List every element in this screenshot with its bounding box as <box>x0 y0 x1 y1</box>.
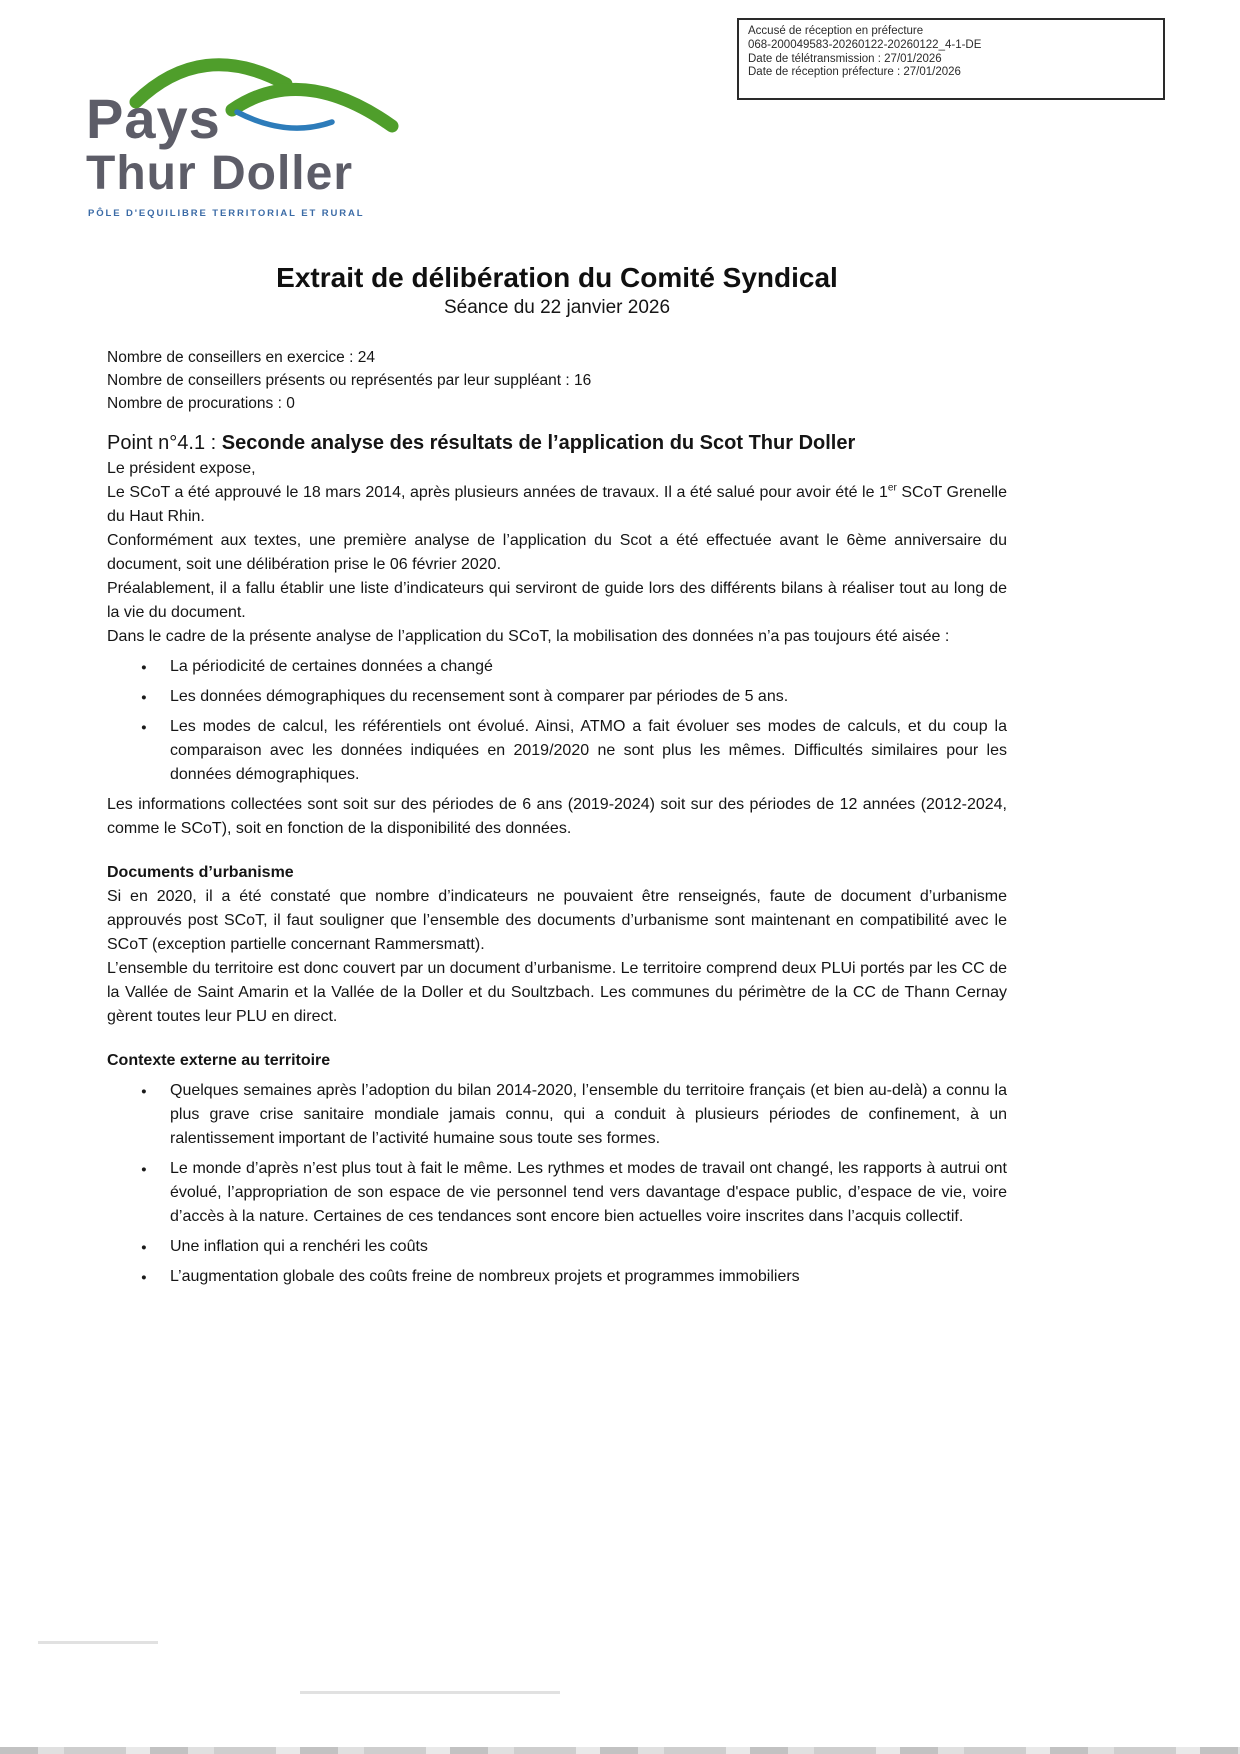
stamp-line-4: Date de réception préfecture : 27/01/2026 <box>748 66 961 79</box>
session-subtitle: Séance du 22 janvier 2026 <box>443 297 671 318</box>
list-item: ● L’augmentation globale des coûts freine de nombreux projets et programmes immobiliers <box>107 1265 1007 1289</box>
stamp-line-3: Date de télétransmission : 27/01/2026 <box>748 52 942 65</box>
scan-artifact-strip <box>0 1747 1240 1754</box>
section-heading-urbanisme: Documents d’urbanisme <box>107 864 294 881</box>
paragraph-scot-approval: Le SCoT a été approuvé le 18 mars 2014, après plusieurs années de travaux. Il a été salué pour avoir été le 1er SCoT Grenelle du Haut Rhin. <box>107 482 1007 525</box>
paragraph-conformement: Conformément aux textes, une première analyse de l’application du Scot a été effectuée avant le 6ème anniversaire du document, soit une délibération prise le 06 février 2020. <box>107 532 1007 573</box>
meta-line-conseillers-presents: Nombre de conseillers présents ou représentés par leur suppléant : 16 <box>107 372 592 389</box>
point-number: Point n°4.1 : <box>107 432 222 454</box>
document-content <box>107 262 1007 1295</box>
paragraph-urbanisme-1: Si en 2020, il a été constaté que nombre d’indicateurs ne pouvaient être renseignés, faute de document d’urbanisme approuvés post SCoT, il faut souligner que l’ensemble des documents d’urbanisme sont maintenant en compatibilité avec le SCoT (exception partielle concernant Rammersmatt). <box>107 888 1007 953</box>
logo-wordmark-line2: Thur Doller <box>86 147 354 200</box>
point-title: Seconde analyse des résultats de l’application du Scot Thur Doller <box>221 432 856 454</box>
list-item: ● Les modes de calcul, les référentiels ont évolué. Ainsi, ATMO a fait évoluer ses modes de calculs, et du coup la comparaison avec les données indiquées en 2019/2020 ne sont plus les mêmes. Difficultés similaires pour les données démographiques. <box>107 715 1007 787</box>
list-item: ● Les données démographiques du recensement sont à comparer par périodes de 5 ans. <box>107 685 1007 709</box>
paragraph-urbanisme-2: L’ensemble du territoire est donc couvert par un document d’urbanisme. Le territoire comprend deux PLUi portés par les CC de la Vallée de Saint Amarin et la Vallée de la Doller et du Soultzbach. Les communes du périmètre de la CC de Thann Cernay gèrent toutes leur PLU en direct. <box>107 960 1007 1025</box>
council-meta <box>107 346 1007 415</box>
list-item: ● Le monde d’après n’est plus tout à fait le même. Les rythmes et modes de travail ont changé, les rapports à autrui ont évolué, l’appropriation de son espace de vie personnel tend vers davantage d'espace public, d’espace de vie, voire d’accès à la nature. Certaines de ces tendances sont encore bien actuelles voire inscrites dans l’acquis collectif. <box>107 1157 1007 1229</box>
stamp-line-1: Accusé de réception en préfecture <box>748 25 924 37</box>
scan-artifact-mark <box>300 1691 560 1694</box>
page-title: Extrait de délibération du Comité Syndical <box>276 262 838 293</box>
paragraph-intro: Le président expose, <box>107 460 256 477</box>
scan-artifact-mark <box>38 1641 158 1644</box>
logo-wordmark-line1: Pays <box>86 87 221 150</box>
meta-line-procurations: Nombre de procurations : 0 <box>107 395 295 412</box>
paragraph-informations-collectees: Les informations collectées sont soit sur des périodes de 6 ans (2019-2024) soit sur des périodes de 12 années (2012-2024, comme le SCoT), soit en fonction de la disponibilité des données. <box>107 796 1007 837</box>
bullet-list-contexte <box>107 1079 1007 1289</box>
prefecture-stamp-box <box>737 18 1165 100</box>
point-heading <box>107 429 1007 457</box>
paragraph-cadre-analyse: Dans le cadre de la présente analyse de l’application du SCoT, la mobilisation des données n’a pas toujours été aisée : <box>107 628 950 645</box>
list-item: ● Quelques semaines après l’adoption du bilan 2014-2020, l’ensemble du territoire français (et bien au-delà) a connu la plus grave crise sanitaire mondiale jamais connu, qui a conduit à plusieurs périodes de confinement, à un ralentissement important de l’activité humaine sous toute ses formes. <box>107 1079 1007 1151</box>
pays-thur-doller-logo <box>80 50 410 225</box>
bullet-list-donnees <box>107 655 1007 787</box>
list-item: ● Une inflation qui a renchéri les coûts <box>107 1235 1007 1259</box>
stamp-line-2: 068-200049583-20260122-20260122_4-1-DE <box>748 38 982 51</box>
logo-tagline: PÔLE D'EQUILIBRE TERRITORIAL ET RURAL <box>88 208 365 219</box>
list-item: ● La périodicité de certaines données a changé <box>107 655 1007 679</box>
paragraph-prealablement: Préalablement, il a fallu établir une liste d’indicateurs qui serviront de guide lors des différents bilans à réaliser tout au long de la vie du document. <box>107 580 1007 621</box>
superscript-er: er <box>887 482 897 494</box>
section-heading-contexte: Contexte externe au territoire <box>107 1052 331 1069</box>
meta-line-conseillers-exercice: Nombre de conseillers en exercice : 24 <box>107 349 375 366</box>
